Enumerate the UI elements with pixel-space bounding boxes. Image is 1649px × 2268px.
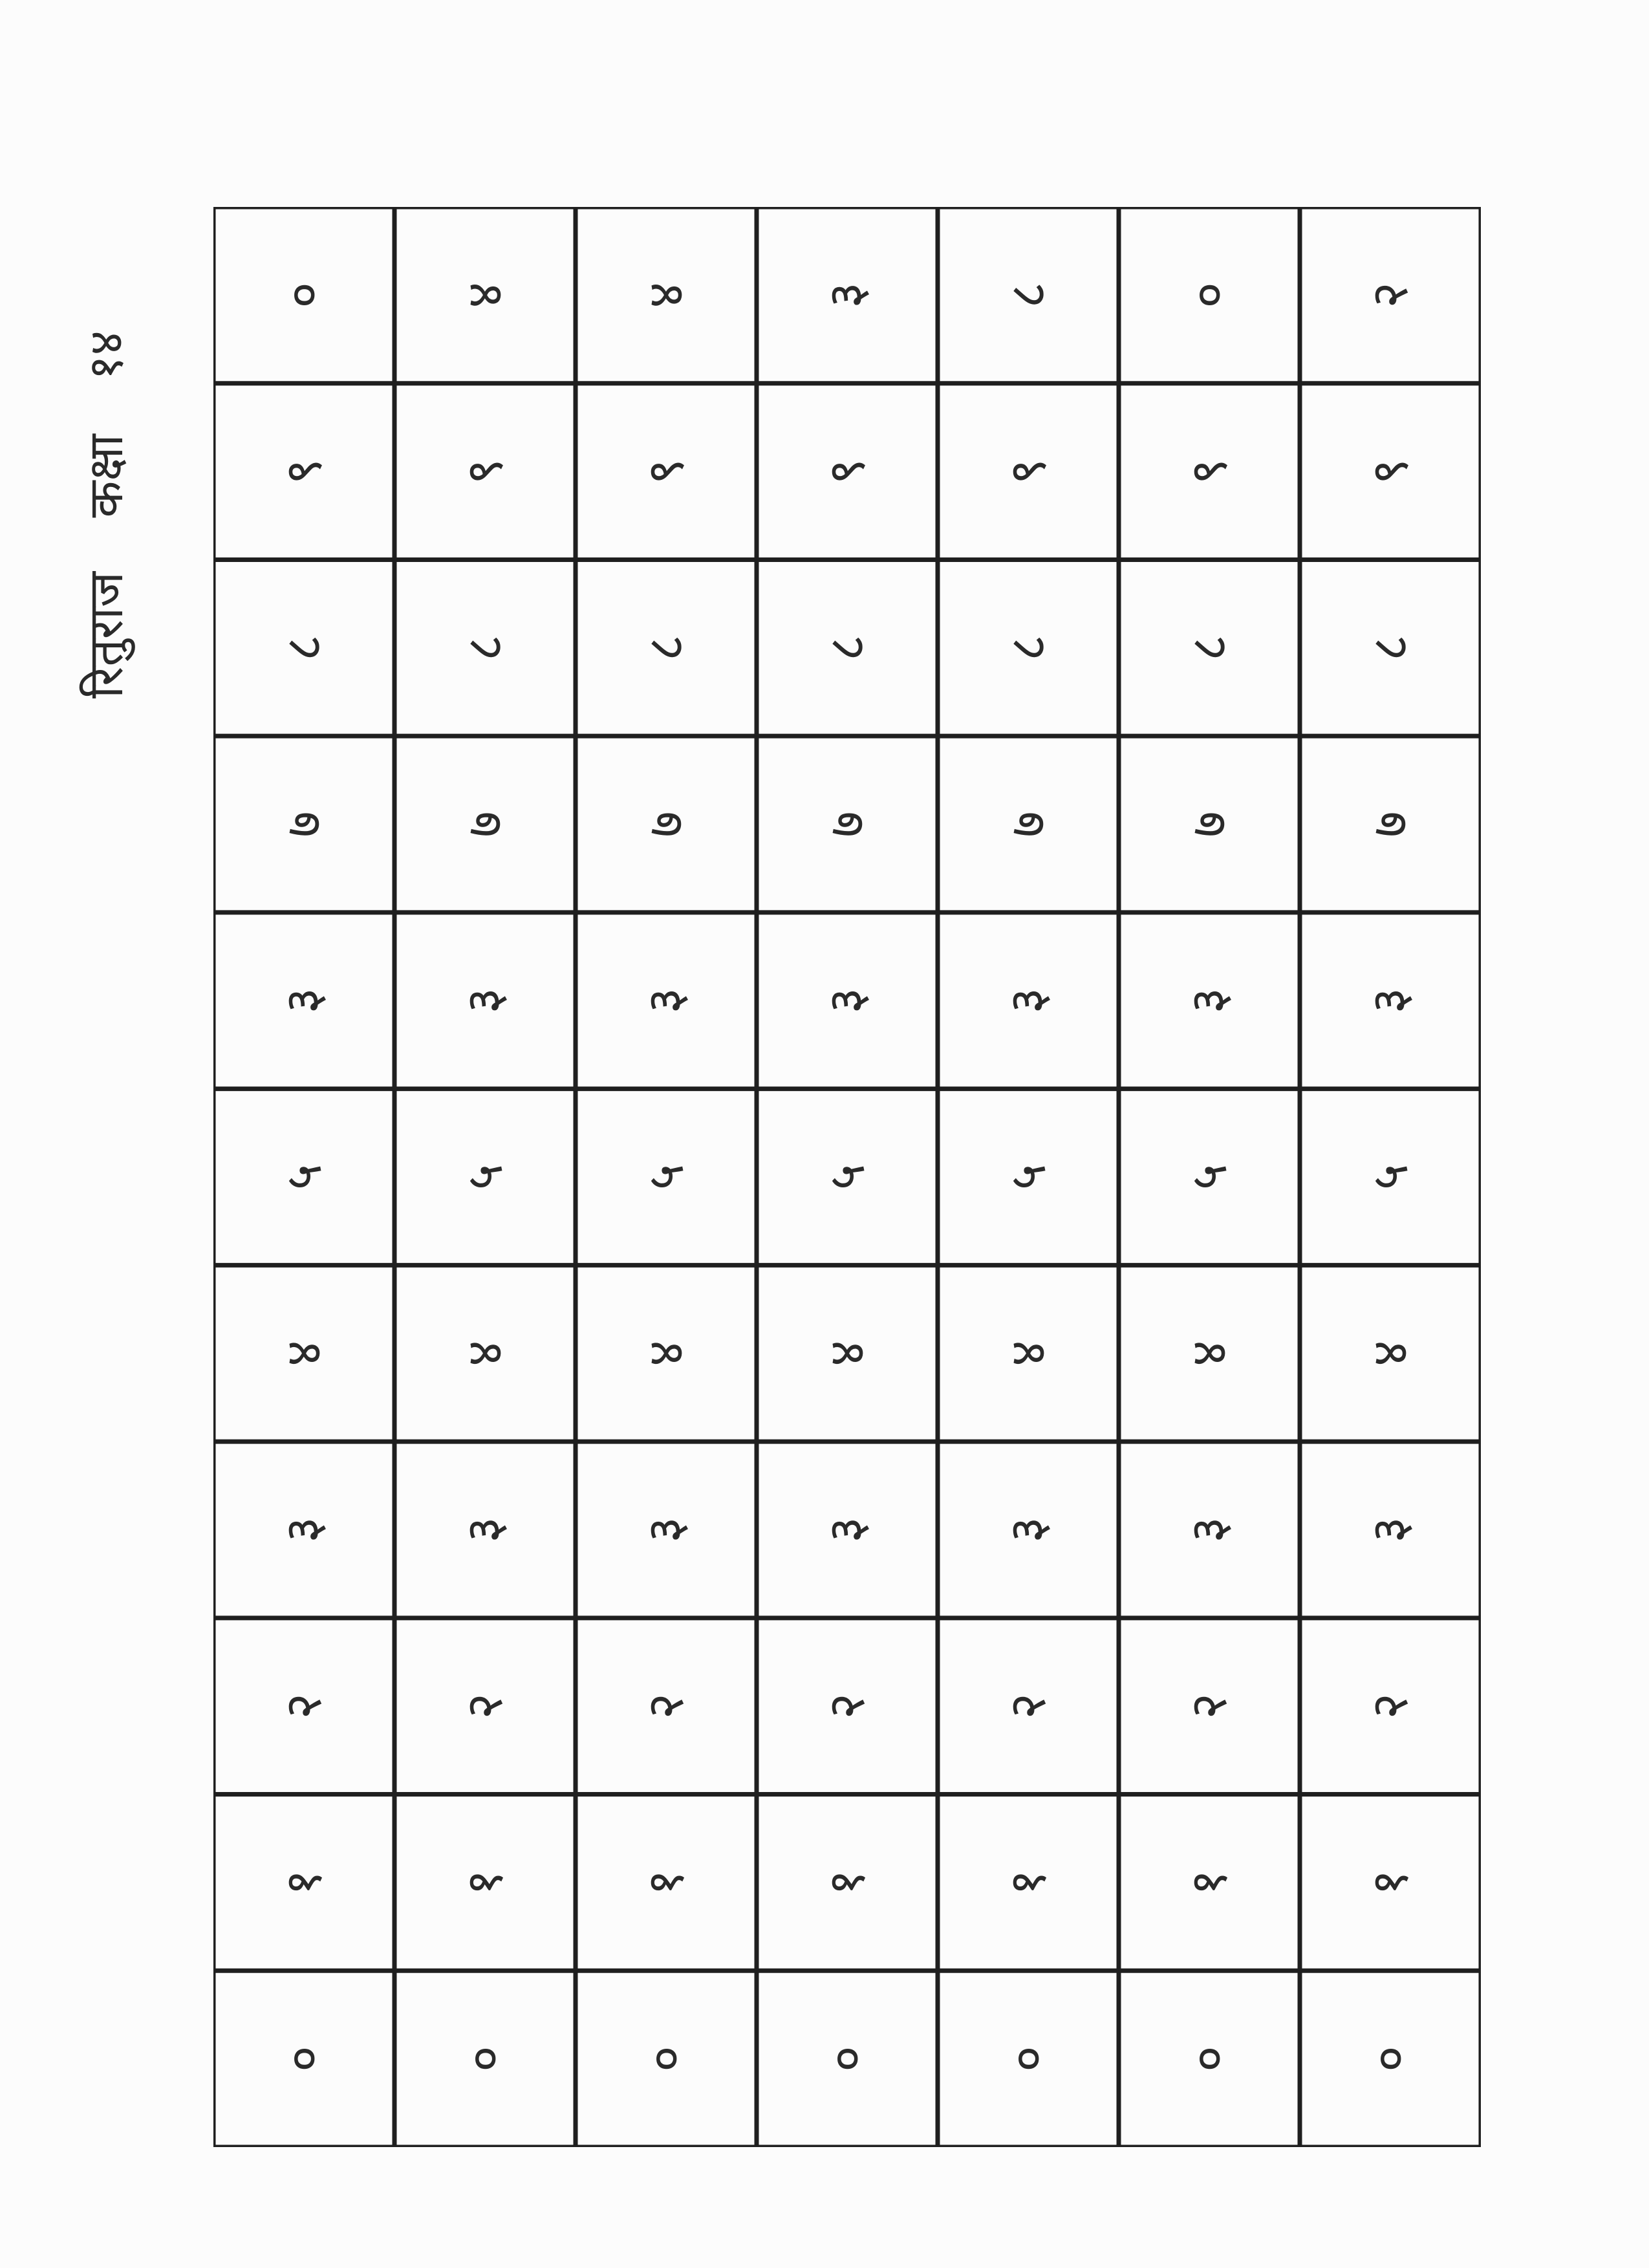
grid-cell-digit: ४ <box>456 282 514 308</box>
grid-cell-digit: ३ <box>818 1517 876 1543</box>
header-number: १४ <box>78 330 134 380</box>
grid-cell-digit: ४ <box>456 1340 514 1367</box>
grid-cell-digit: २ <box>456 1692 514 1720</box>
grid-cell-digit: १ <box>456 1869 514 1896</box>
grid-cell-digit: ८ <box>456 634 514 662</box>
grid-cell-digit: ० <box>1180 2046 1238 2072</box>
grid-cell-digit: ३ <box>999 1517 1057 1543</box>
grid-cell-digit: ८ <box>637 634 695 662</box>
grid-cell-digit: ३ <box>1361 987 1419 1014</box>
grid-cell-digit: ३ <box>1180 1517 1238 1543</box>
grid-cell-digit: ३ <box>637 1517 695 1543</box>
grid-cell-digit: ८ <box>999 634 1057 662</box>
grid-cell-digit: ७ <box>818 811 876 837</box>
grid-cell-digit: ९ <box>637 458 695 485</box>
grid-cell-digit: ४ <box>275 1340 333 1367</box>
grid-cell-digit: ३ <box>818 987 876 1014</box>
grid-cell-digit: ० <box>456 2046 514 2072</box>
header-class: कक्षा <box>78 434 134 518</box>
grid-cell-digit: ३ <box>999 987 1057 1014</box>
grid-cell-digit: ५ <box>999 1163 1057 1191</box>
header-name: रितुराज <box>78 572 134 698</box>
grid-cell-digit: ४ <box>1361 1340 1419 1367</box>
grid-cell-digit: २ <box>275 1692 333 1720</box>
grid-cell-digit: १ <box>1180 1869 1238 1896</box>
grid-cell-digit: २ <box>1361 1692 1419 1720</box>
grid-cell-digit: ४ <box>1180 1340 1238 1367</box>
grid-cell-digit: ७ <box>1180 811 1238 837</box>
grid-cell-digit: ३ <box>818 282 876 308</box>
handwritten-header <box>71 292 136 698</box>
grid-cell-digit: ५ <box>818 1163 876 1191</box>
grid-cell-digit: ३ <box>456 987 514 1014</box>
grid-cell-digit: ४ <box>637 1340 695 1367</box>
grid-cell-digit: ८ <box>1361 634 1419 662</box>
grid-cell-digit: ० <box>1361 2046 1419 2072</box>
grid-cell-digit: ९ <box>818 458 876 485</box>
digit-grid <box>213 207 1481 2147</box>
grid-cell-digit: १ <box>637 1869 695 1896</box>
grid-cell-digit: ० <box>818 2046 876 2072</box>
grid-cell-digit: ३ <box>275 1517 333 1543</box>
grid-cell-digit: ७ <box>999 811 1057 837</box>
grid-cell-digit: ० <box>1180 282 1238 308</box>
grid-cell-digit: १ <box>1361 1869 1419 1896</box>
grid-cell-digit: ३ <box>275 987 333 1014</box>
grid-cell-digit: ४ <box>637 282 695 308</box>
grid-cell-digit: ० <box>275 2046 333 2072</box>
grid-cell-digit: २ <box>818 1692 876 1720</box>
grid-cell-digit: २ <box>637 1692 695 1720</box>
grid-cell-digit: ७ <box>637 811 695 837</box>
grid-cell-digit: ७ <box>456 811 514 837</box>
grid-cell-digit: ३ <box>1361 1517 1419 1543</box>
grid-cell-digit: ९ <box>1361 458 1419 485</box>
grid-cell-digit: ५ <box>456 1163 514 1191</box>
grid-cell-digit: ४ <box>999 1340 1057 1367</box>
grid-cell-digit: ० <box>637 2046 695 2072</box>
grid-cell-digit: ० <box>999 2046 1057 2072</box>
grid-cell-digit: १ <box>999 1869 1057 1896</box>
grid-cell-digit: ० <box>275 282 333 308</box>
grid-cell-digit: ३ <box>637 987 695 1014</box>
grid-cell-digit: ५ <box>275 1163 333 1191</box>
grid-cell-digit: ३ <box>1180 987 1238 1014</box>
grid-cell-digit: ३ <box>456 1517 514 1543</box>
grid-cell-digit: ८ <box>999 282 1057 308</box>
grid-cell-digit: ५ <box>1180 1163 1238 1191</box>
grid-cell-digit: ५ <box>1361 1163 1419 1191</box>
grid-cell-digit: ८ <box>818 634 876 662</box>
grid-cell-digit: ९ <box>1180 458 1238 485</box>
grid-cell-digit: २ <box>1361 282 1419 308</box>
grid-cell-digit: २ <box>1180 1692 1238 1720</box>
grid-cell-digit: ८ <box>275 634 333 662</box>
grid-cell-digit: २ <box>999 1692 1057 1720</box>
grid-cell-digit: ७ <box>275 811 333 837</box>
grid-cell-digit: ५ <box>637 1163 695 1191</box>
grid-cell-digit: ९ <box>275 458 333 485</box>
grid-cell-digit: १ <box>275 1869 333 1896</box>
grid-cell-digit: ४ <box>818 1340 876 1367</box>
grid-cell-digit: ९ <box>999 458 1057 485</box>
grid-cell-digit: ८ <box>1180 634 1238 662</box>
grid-cell-digit: ७ <box>1361 811 1419 837</box>
grid-cell-digit: १ <box>818 1869 876 1896</box>
grid-cell-digit: ९ <box>456 458 514 485</box>
